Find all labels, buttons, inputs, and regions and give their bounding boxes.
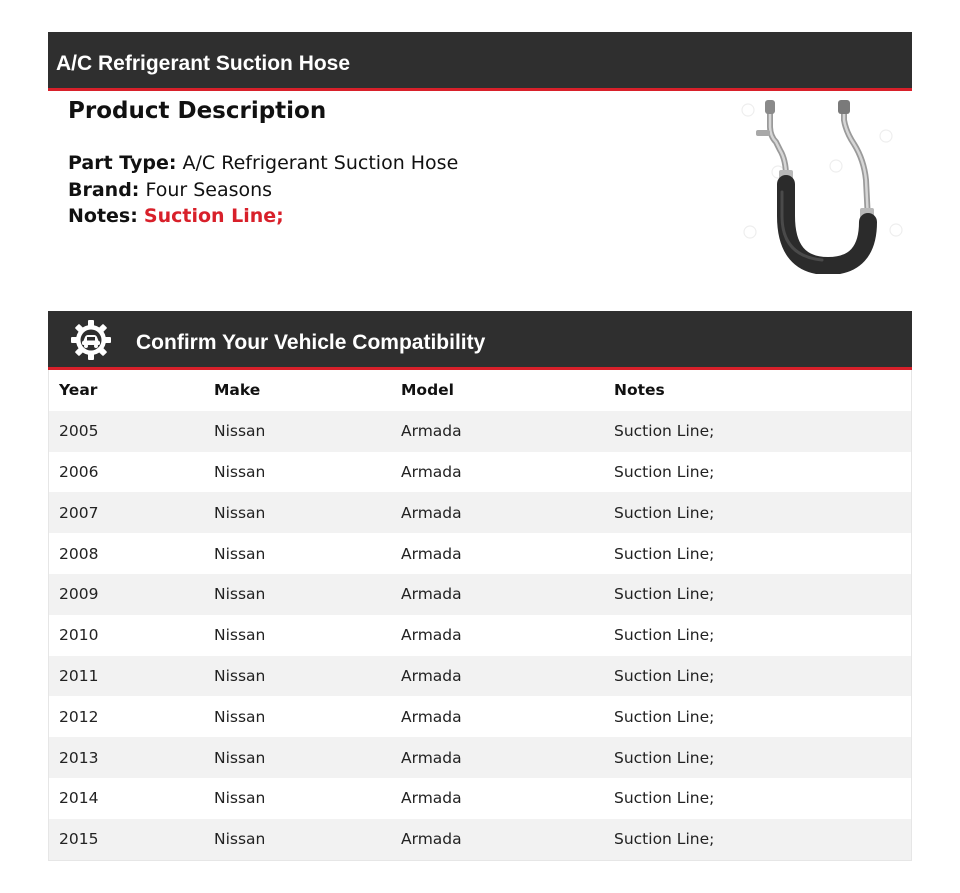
cell-notes: Suction Line; xyxy=(604,492,911,533)
gear-car-icon xyxy=(70,319,112,361)
description-heading: Product Description xyxy=(68,98,327,124)
suction-hose-drawing xyxy=(736,96,912,274)
spec-label: Part Type: xyxy=(68,152,177,174)
page-title: A/C Refrigerant Suction Hose xyxy=(56,52,351,75)
table-row xyxy=(49,411,911,452)
title-bar xyxy=(48,32,912,91)
column-header-model: Model xyxy=(391,370,604,411)
table-row xyxy=(49,615,911,656)
cell-notes: Suction Line; xyxy=(604,533,911,574)
cell-model: Armada xyxy=(391,696,604,737)
cell-notes: Suction Line; xyxy=(604,656,911,697)
cell-notes: Suction Line; xyxy=(604,452,911,493)
table-row xyxy=(49,574,911,615)
cell-make: Nissan xyxy=(204,574,391,615)
cell-year: 2014 xyxy=(49,778,204,819)
table-row xyxy=(49,696,911,737)
spec-value-notes: Suction Line; xyxy=(143,205,284,227)
table-row xyxy=(49,492,911,533)
cell-make: Nissan xyxy=(204,737,391,778)
table-row xyxy=(49,452,911,493)
cell-notes: Suction Line; xyxy=(604,615,911,656)
cell-year: 2005 xyxy=(49,411,204,452)
cell-model: Armada xyxy=(391,492,604,533)
table-row xyxy=(49,819,911,860)
compatibility-bar xyxy=(48,311,912,370)
cell-make: Nissan xyxy=(204,492,391,533)
cell-model: Armada xyxy=(391,656,604,697)
cell-make: Nissan xyxy=(204,819,391,860)
cell-model: Armada xyxy=(391,615,604,656)
vehicle-table xyxy=(49,370,911,860)
cell-make: Nissan xyxy=(204,778,391,819)
cell-model: Armada xyxy=(391,411,604,452)
cell-model: Armada xyxy=(391,778,604,819)
table-row xyxy=(49,656,911,697)
cell-notes: Suction Line; xyxy=(604,696,911,737)
cell-make: Nissan xyxy=(204,615,391,656)
table-row xyxy=(49,778,911,819)
spec-row-notes xyxy=(68,203,708,230)
suction-hose-image xyxy=(736,96,912,274)
spec-value: A/C Refrigerant Suction Hose xyxy=(182,152,459,174)
cell-year: 2010 xyxy=(49,615,204,656)
product-description xyxy=(68,96,708,230)
spec-list xyxy=(68,150,708,230)
cell-model: Armada xyxy=(391,452,604,493)
cell-model: Armada xyxy=(391,574,604,615)
cell-make: Nissan xyxy=(204,696,391,737)
cell-year: 2006 xyxy=(49,452,204,493)
cell-make: Nissan xyxy=(204,533,391,574)
cell-year: 2012 xyxy=(49,696,204,737)
cell-make: Nissan xyxy=(204,452,391,493)
column-header-notes: Notes xyxy=(604,370,911,411)
spec-row-brand xyxy=(68,177,708,204)
table-row xyxy=(49,533,911,574)
spec-label: Brand: xyxy=(68,178,140,201)
cell-year: 2009 xyxy=(49,574,204,615)
cell-notes: Suction Line; xyxy=(604,778,911,819)
column-header-make: Make xyxy=(204,370,391,411)
cell-notes: Suction Line; xyxy=(604,574,911,615)
cell-year: 2011 xyxy=(49,656,204,697)
spec-row-part-type xyxy=(68,150,708,177)
compatibility-title: Confirm Your Vehicle Compatibility xyxy=(136,331,486,354)
cell-year: 2015 xyxy=(49,819,204,860)
cell-notes: Suction Line; xyxy=(604,737,911,778)
cell-notes: Suction Line; xyxy=(604,411,911,452)
column-header-year: Year xyxy=(49,370,204,411)
cell-model: Armada xyxy=(391,819,604,860)
cell-model: Armada xyxy=(391,533,604,574)
cell-year: 2008 xyxy=(49,533,204,574)
spec-label: Notes: xyxy=(68,205,138,227)
cell-make: Nissan xyxy=(204,411,391,452)
spec-value: Four Seasons xyxy=(145,178,273,201)
cell-year: 2013 xyxy=(49,737,204,778)
table-header-row xyxy=(49,370,911,411)
cell-make: Nissan xyxy=(204,656,391,697)
cell-year: 2007 xyxy=(49,492,204,533)
cell-notes: Suction Line; xyxy=(604,819,911,860)
compatibility-table xyxy=(48,370,912,861)
table-row xyxy=(49,737,911,778)
cell-model: Armada xyxy=(391,737,604,778)
